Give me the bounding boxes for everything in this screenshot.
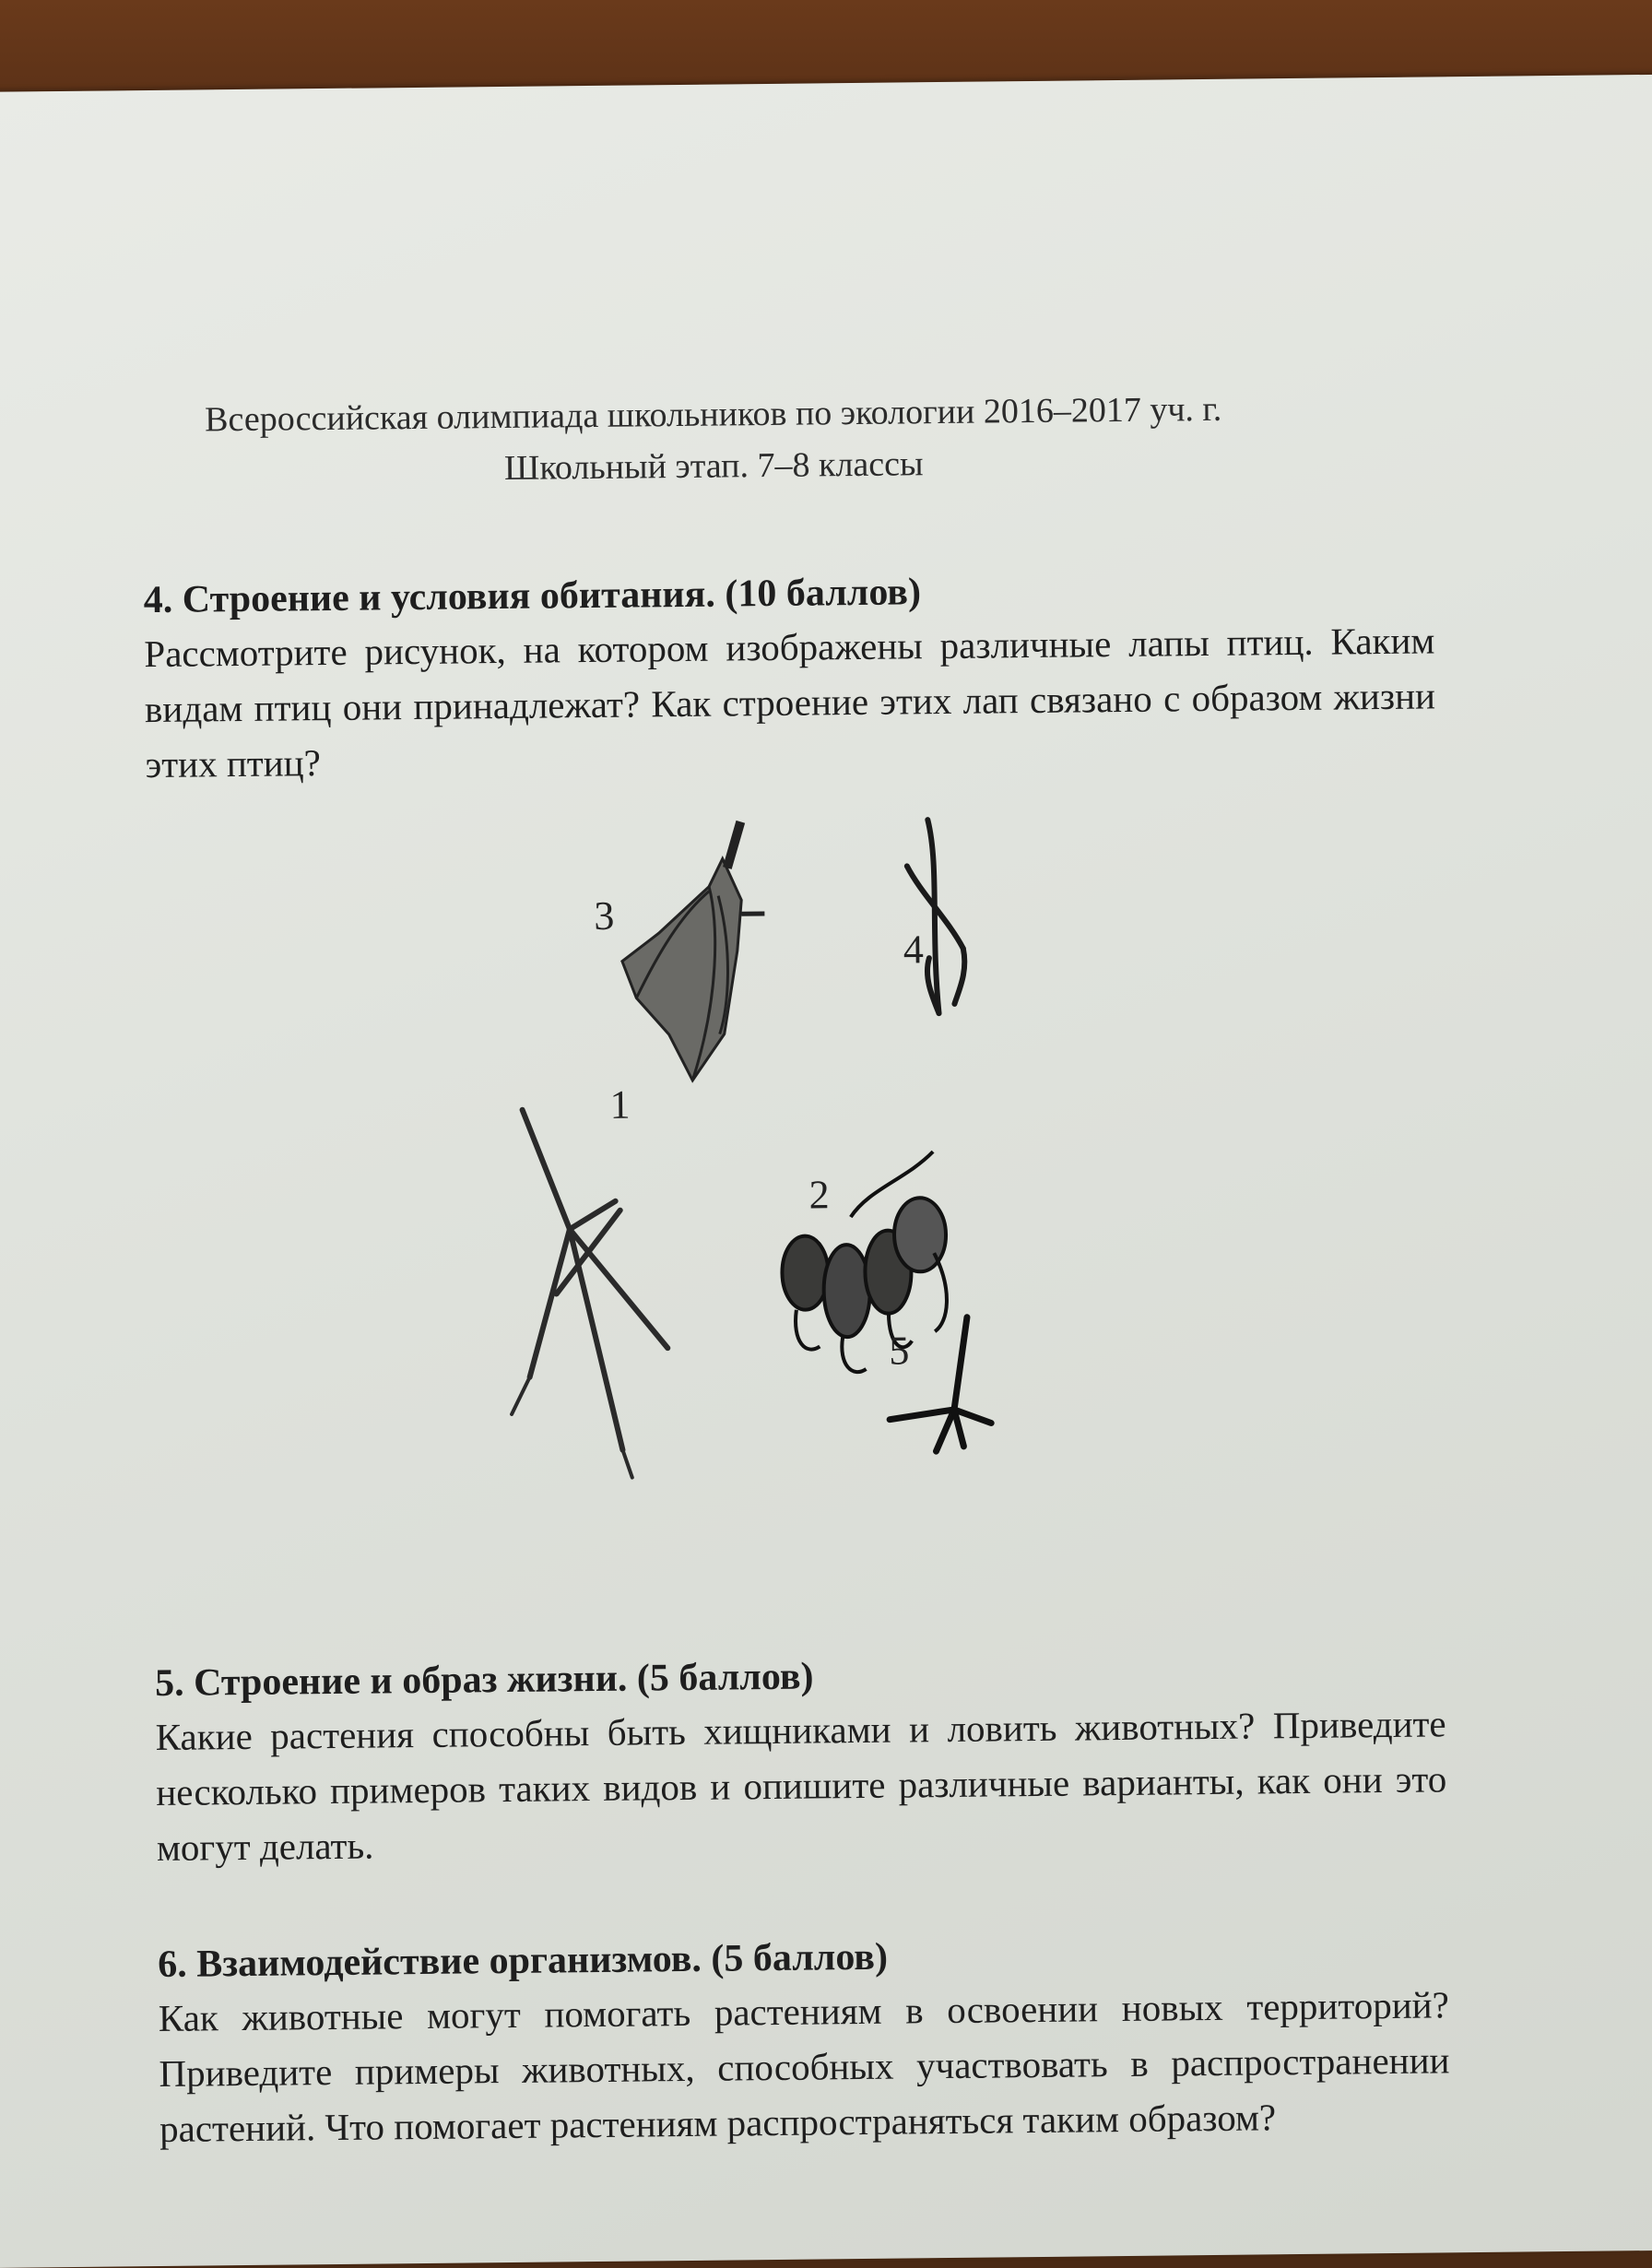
task-6-title: 6. Взаимодействие организмов. (5 баллов)	[158, 1935, 889, 1987]
header-line-2: Школьный этап. 7–8 классы	[503, 444, 924, 488]
task-4-title: 4. Строение и условия обитания. (10 баллов)	[143, 571, 922, 622]
bird-feet-illustration	[496, 809, 1021, 1571]
task-4-text: Рассмотрите рисунок, на котором изображены различные лапы птиц. Каким видам птиц они принадлежат? Как строение этих лап связано с образом жизни этих птиц?	[144, 619, 1436, 786]
figure-label-3: 3	[594, 892, 615, 939]
figure-label-4: 4	[903, 927, 925, 973]
task-4	[143, 561, 1435, 792]
task-5	[155, 1644, 1447, 1875]
bird-feet-figure	[496, 809, 1021, 1571]
figure-label-1: 1	[609, 1081, 631, 1128]
task-5-title: 5. Строение и образ жизни. (5 баллов)	[154, 1655, 814, 1706]
figure-label-5: 5	[889, 1328, 910, 1374]
figure-label-2: 2	[808, 1172, 830, 1218]
webbed-foot-icon	[620, 821, 766, 1081]
zygodactyl-foot-icon	[906, 820, 965, 1014]
task-5-text: Какие растения способны быть хищниками и ловить животных? Приведите несколько примеров таких видов и опишите различные варианты, как они это могут делать.	[155, 1702, 1447, 1870]
document-header	[0, 381, 1452, 500]
raptor-talon-foot-icon	[781, 1152, 948, 1373]
exam-sheet	[0, 75, 1652, 2268]
header-line-1: Всероссийская олимпиада школьников по экологии 2016–2017 уч. г.	[204, 389, 1222, 440]
task-6-text: Как животные могут помогать растениям в освоении новых территорий? Приведите примеры животных, способных участвовать в распространении растений. Что помогает растениям распространяться таким образом?	[158, 1983, 1450, 2150]
wading-bird-foot-icon	[509, 1108, 669, 1479]
task-6	[158, 1925, 1450, 2156]
